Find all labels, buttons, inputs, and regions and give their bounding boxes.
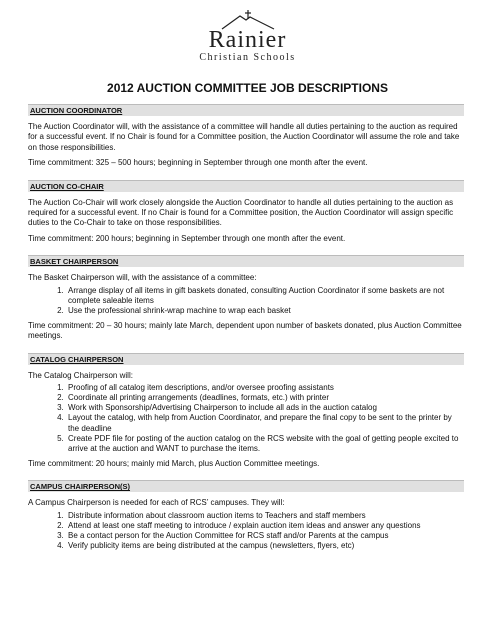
section-campus-chairperson [28, 480, 464, 551]
time-commitment: Time commitment: 20 hours; mainly mid March, plus Auction Committee meetings. [28, 458, 320, 468]
duty-item: 1. Distribute information about classroom auction items to Teachers and staff members [66, 511, 464, 521]
duty-item: 1. Proofing of all catalog item descriptions, and/or oversee proofing assistants [66, 383, 464, 393]
section-basket-chairperson [28, 255, 464, 342]
duty-item: 4. Verify publicity items are being distributed at the campus (newsletters, flyers, etc) [66, 541, 464, 551]
section-intro: The Catalog Chairperson will: [28, 370, 133, 380]
section-catalog-chairperson [28, 353, 464, 469]
duty-list [28, 286, 464, 316]
duty-item: 2. Attend at least one staff meeting to introduce / explain auction item ideas and answer any questions [66, 521, 464, 531]
duty-item: 4. Layout the catalog, with help from Auction Coordinator, and prepare the final copy to be sent to the printer by the deadline [66, 413, 464, 433]
duty-item: 3. Be a contact person for the Auction Committee for RCS staff and/or Parents at the campus [66, 531, 464, 541]
duty-item: 1. Arrange display of all items in gift baskets donated, consulting Auction Coordinator if some baskets are not complete saleable items [66, 286, 464, 306]
logo-subtitle: Christian Schools [199, 52, 296, 63]
section-auction-coordinator [28, 104, 464, 169]
section-heading: AUCTION CO-CHAIR [28, 180, 464, 192]
duty-item: 2. Use the professional shrink-wrap machine to wrap each basket [66, 306, 464, 316]
duty-item: 2. Coordinate all printing arrangements (deadlines, formats, etc.) with printer [66, 393, 464, 403]
page-title: 2012 AUCTION COMMITTEE JOB DESCRIPTIONS [107, 81, 388, 95]
time-commitment: Time commitment: 20 – 30 hours; mainly late March, dependent upon number of baskets donated, plus Auction Committee meetings. [28, 320, 462, 341]
time-commitment: Time commitment: 200 hours; beginning in September through one month after the event. [28, 233, 346, 243]
section-intro: The Basket Chairperson will, with the assistance of a committee: [28, 273, 257, 283]
section-description: The Auction Co-Chair will work closely alongside the Auction Coordinator to handle all duties pertaining to the auction as required for a successful event. If no Chair is found for a Committee position, the Auction Coordinator will assign specific duties to the Co-Chair to take on those responsibilities. [28, 197, 454, 228]
document-body [28, 104, 464, 556]
section-heading: CAMPUS CHAIRPERSON(S) [28, 480, 464, 492]
duty-list [28, 511, 464, 551]
school-logo [0, 10, 495, 78]
logo-name: Rainier [208, 27, 287, 53]
time-commitment: Time commitment: 325 – 500 hours; beginning in September through one month after the event. [28, 158, 368, 168]
section-heading: AUCTION COORDINATOR [28, 104, 464, 116]
section-auction-co-chair [28, 180, 464, 245]
duty-list [28, 383, 464, 454]
section-heading: CATALOG CHAIRPERSON [28, 353, 464, 365]
duty-item: 3. Work with Sponsorship/Advertising Chairperson to include all ads in the auction catalog [66, 403, 464, 413]
section-description: The Auction Coordinator will, with the assistance of a committee will handle all duties pertaining to the auction as required for a successful event. If no Chair is found for a Committee position, the Auction Coordinator will assume the role and take on those responsibilities. [28, 122, 460, 152]
section-heading: BASKET CHAIRPERSON [28, 255, 464, 267]
duty-item: 5. Create PDF file for posting of the auction catalog on the RCS website with the goal of getting people excited to arrive at the auction and WANT to purchase the items. [66, 434, 464, 454]
section-intro: A Campus Chairperson is needed for each of RCS’ campuses. They will: [28, 498, 285, 508]
